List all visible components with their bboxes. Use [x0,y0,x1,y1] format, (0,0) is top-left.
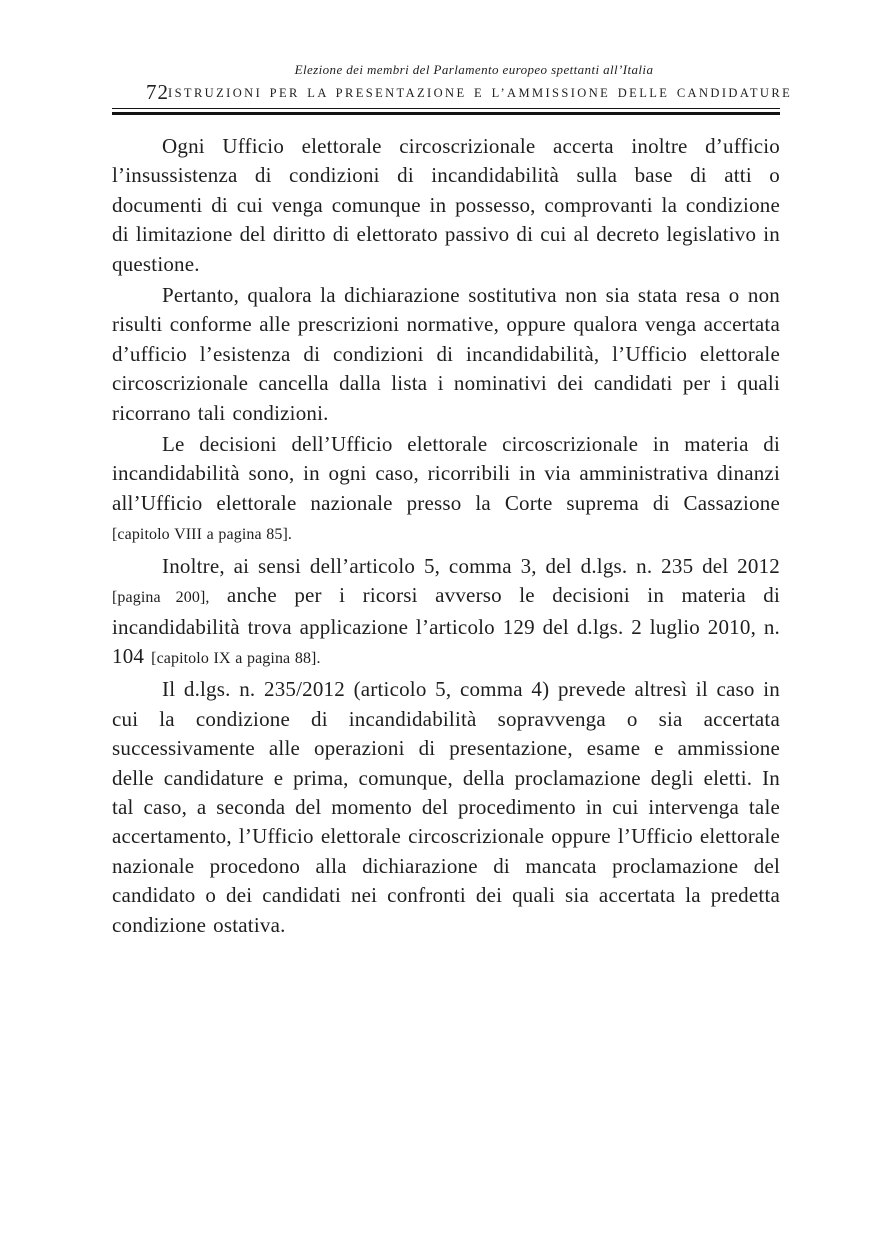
paragraph [112,281,780,428]
cross-reference: [capitolo VIII a pagina 85]. [112,526,292,544]
header-row [112,80,793,104]
paragraph [112,430,780,550]
paragraph-text: Pertanto, qualora la dichiarazione sostitutiva non sia stata resa o non risulti conforme alle prescrizioni normative, oppure qualora venga accertata d’ufficio l’esistenza di condizioni di incandidabilità, l’Ufficio elettorale circoscrizionale cancella dalla lista i nominativi dei candidati per i quali ricorrano tali condizioni. [112,283,780,425]
page-header [112,62,793,115]
text-block [112,62,793,942]
paragraph [112,675,780,940]
paragraph [112,552,780,674]
body-text [112,132,780,940]
cross-reference: [pagina 200], [112,589,210,607]
running-title: Elezione dei membri del Parlamento europeo spettanti all’Italia [294,62,654,77]
header-rule [112,108,780,115]
paragraph-text: Inoltre, ai sensi dell’articolo 5, comma 3, del d.lgs. n. 235 del 2012 [162,553,780,578]
paragraph-text: Ogni Ufficio elettorale circoscrizionale accerta inoltre d’ufficio l’insussistenza di condizioni di incandidabilità sulla base di atti o documenti di cui venga comunque in possesso, comprovanti la condizione di limitazione del diritto di elettorato passivo di cui al decreto legislativo in questione. [112,134,780,276]
paragraph-text: Le decisioni dell’Ufficio elettorale circoscrizionale in materia di incandidabilità sono, in ogni caso, ricorribili in via amministrativa dinanzi all’Ufficio elettorale nazionale presso la Corte suprema di Cassazione [112,432,780,515]
paragraph [112,132,780,279]
section-title: ISTRUZIONI PER LA PRESENTAZIONE E L’AMMISSIONE DELLE CANDIDATURE [168,86,793,100]
cross-reference: [capitolo IX a pagina 88]. [151,649,321,667]
paragraph-text: anche per i ricorsi avverso le decisioni in materia di incandidabilità trova applicazione l’articolo 129 del d.lgs. 2 luglio 2010, n. 104 [112,583,781,668]
paragraph-text: Il d.lgs. n. 235/2012 (articolo 5, comma 4) prevede altresì il caso in cui la condizione di incandidabilità sopravvenga o sia accertata successivamente alle operazioni di presentazione, esame e ammissione delle candidature e prima, comunque, della proclamazione degli eletti. In tal caso, a seconda del momento del procedimento in cui intervenga tale accertamento, l’Ufficio elettorale circoscrizionale oppure l’Ufficio elettorale nazionale procedono alla dichiarazione di mancata proclamazione del candidato o dei candidati nei confronti dei quali sia accertata la predetta condizione ostativa. [112,677,780,937]
page-number: 72 [146,80,169,104]
